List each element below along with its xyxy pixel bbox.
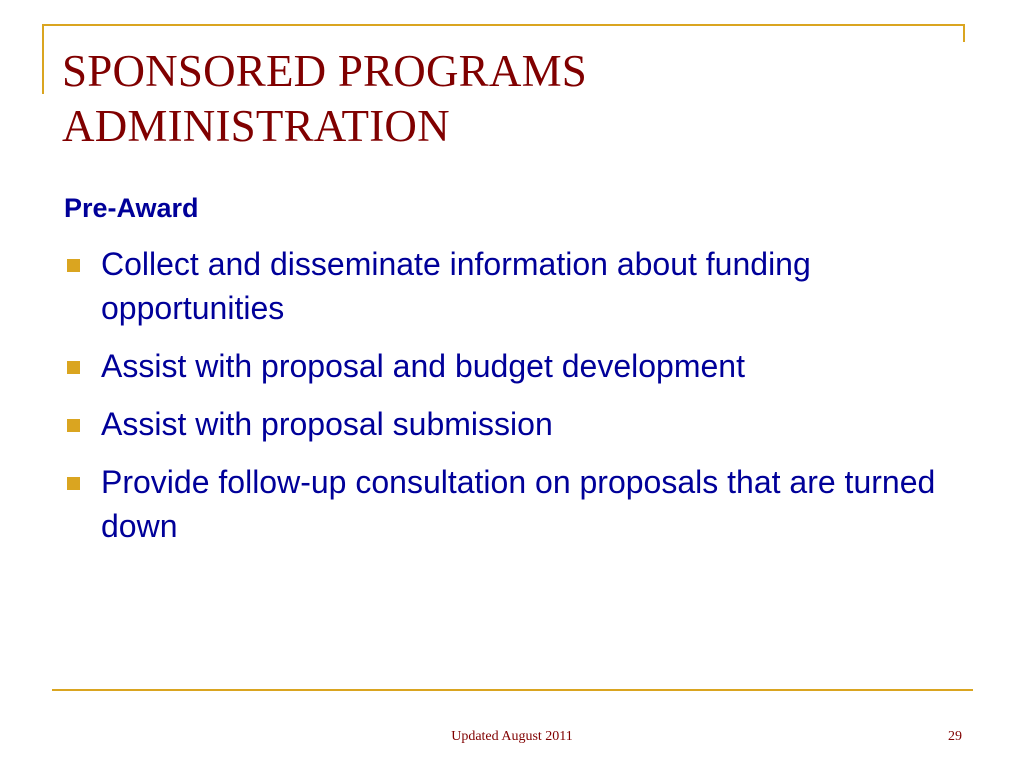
bullet-item [64, 242, 964, 330]
square-bullet-icon [67, 419, 80, 432]
bullet-text: Assist with proposal and budget development [101, 348, 745, 384]
title-line-2: ADMINISTRATION [62, 101, 450, 151]
bullet-item [64, 344, 964, 388]
slide-title [62, 44, 962, 154]
square-bullet-icon [67, 477, 80, 490]
square-bullet-icon [67, 361, 80, 374]
frame-right-line [963, 24, 965, 42]
bullet-list [64, 242, 964, 562]
footer-text: Updated August 2011 [451, 729, 573, 744]
square-bullet-icon [67, 259, 80, 272]
frame-top-line [42, 24, 965, 26]
bullet-text: Provide follow-up consultation on proposals that are turned down [101, 464, 936, 544]
bullet-item [64, 460, 964, 548]
bullet-text: Collect and disseminate information about funding opportunities [101, 246, 811, 326]
footer-divider [52, 689, 973, 691]
frame-left-line [42, 24, 44, 94]
section-subheading: Pre-Award [64, 193, 199, 223]
bullet-item [64, 402, 964, 446]
page-number: 29 [948, 729, 962, 744]
title-line-1: SPONSORED PROGRAMS [62, 46, 588, 96]
bullet-text: Assist with proposal submission [101, 406, 553, 442]
